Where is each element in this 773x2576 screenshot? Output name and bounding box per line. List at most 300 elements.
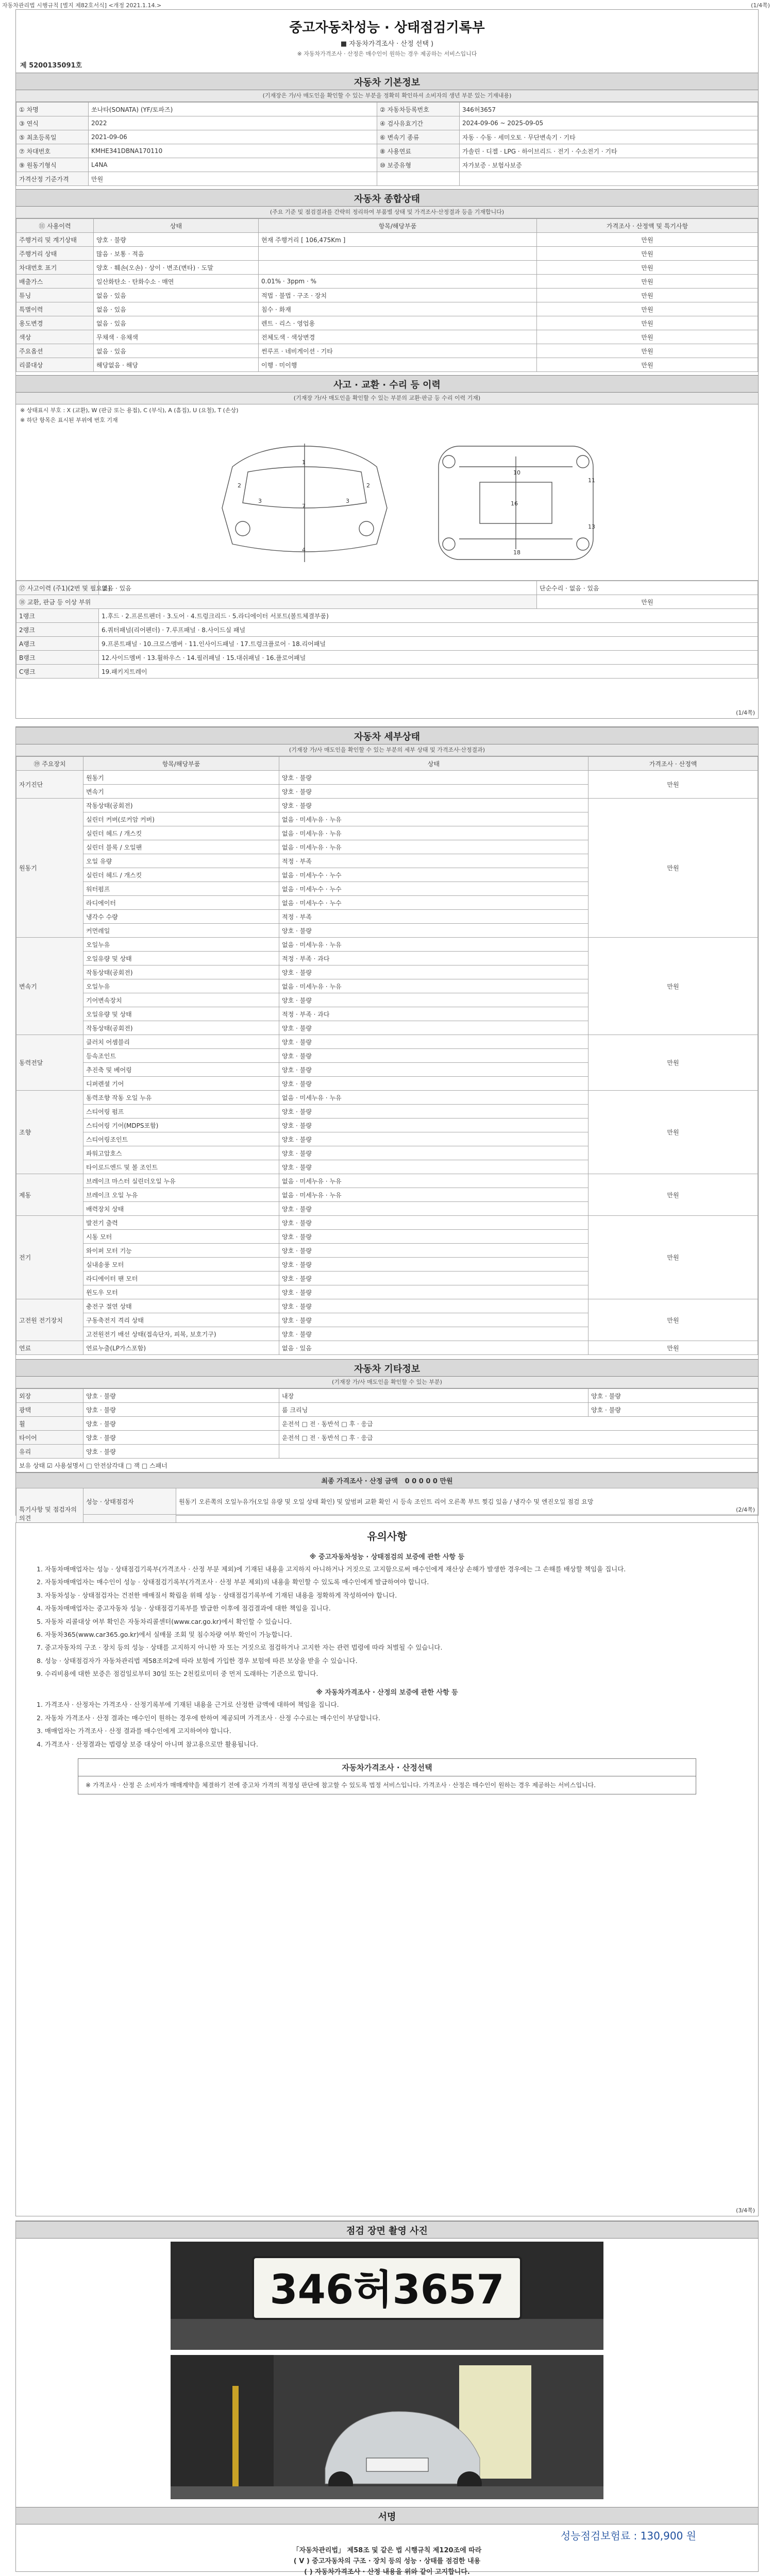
table-row xyxy=(16,316,758,330)
detail-part: 시동 모터 xyxy=(83,1230,279,1244)
table-row xyxy=(16,1403,758,1417)
other-state: 양호 · 불량 xyxy=(589,1403,758,1417)
detail-part: 타이로드엔드 및 볼 조인트 xyxy=(83,1160,279,1174)
detail-part: 스티어링 펌프 xyxy=(83,1105,279,1118)
detail-part: 원동기 xyxy=(83,771,279,785)
basic-key: 가격산정 기준가격 xyxy=(16,172,89,186)
part-number: 16 xyxy=(511,500,518,507)
detail-price: 만원 xyxy=(589,1299,758,1341)
detail-price: 만원 xyxy=(589,771,758,799)
accident-section-title: 사고 · 교환 · 수리 등 이력 xyxy=(16,375,758,393)
detail-part: 추진축 및 베어링 xyxy=(83,1063,279,1077)
notice-item: 7. 중고자동차의 구조 · 장치 등의 성능 · 상태를 고지하지 아니한 자 또는 거짓으로 점검하거나 고지한 자는 관련 법령에 따라 처벌될 수 있습니다. xyxy=(37,1643,443,1652)
doc-number: 제 5200135091호 xyxy=(20,62,82,70)
part-number: 2 xyxy=(366,482,370,489)
detail-state: 없음 · 미세누유 · 누유 xyxy=(279,1091,589,1105)
detail-state: 양호 · 불량 xyxy=(279,1132,589,1146)
overall-price: 만원 xyxy=(537,275,758,289)
overall-state: 양호 · 훼손(오손) · 상이 · 변조(변타) · 도말 xyxy=(94,261,259,275)
detail-price: 만원 xyxy=(589,1216,758,1299)
table-row xyxy=(16,1389,758,1403)
overall-detail: 적법 · 불법 · 구조 · 장치 xyxy=(259,289,537,302)
overall-section-title: 자동차 종합상태 xyxy=(16,189,758,207)
detail-state: 없음 · 미세누유 · 누유 xyxy=(279,1174,589,1188)
column-header: ⑲ 주요장치 xyxy=(16,757,83,771)
detail-part: 실린더 헤드 / 개스킷 xyxy=(83,868,279,882)
table-row xyxy=(16,144,758,158)
detail-group: 원동기 xyxy=(16,799,83,938)
basic-key: ② 자동차등록번호 xyxy=(377,103,460,116)
detail-price: 만원 xyxy=(589,1174,758,1216)
other-state: 양호 · 불량 xyxy=(83,1431,279,1445)
detail-state: 양호 · 불량 xyxy=(279,993,589,1007)
price-select-box xyxy=(78,1758,696,1794)
notice-list-1 xyxy=(16,1564,758,1679)
vin: KMHE341DBNA170110 xyxy=(89,144,377,158)
column-header: ⑪ 사용이력 xyxy=(16,219,94,233)
overall-price: 만원 xyxy=(537,330,758,344)
detail-state: 양호 · 불량 xyxy=(279,1258,589,1272)
detail-price: 만원 xyxy=(589,799,758,938)
basic-items: 보유 상태 ☑ 사용설명서 □ 안전삼각대 □ 잭 □ 스패너 xyxy=(16,1459,758,1472)
accident-legend: ※ 상태표시 부호 : X (교환), W (판금 또는 용접), C (부식), A (흠집), U (요철), T (손상) xyxy=(20,407,239,414)
sign-statements xyxy=(16,2546,758,2576)
table-row xyxy=(16,172,758,186)
doc-check-label: ■ 자동차가격조사 · 산정 선택 ) xyxy=(340,40,434,48)
table-row xyxy=(16,130,758,144)
detail-price: 만원 xyxy=(589,1035,758,1091)
table-row xyxy=(16,1417,758,1431)
basic-key: ⑤ 최초등록일 xyxy=(16,130,89,144)
part-number: 4 xyxy=(302,547,306,553)
basic-section-sub: (기재장은 가/사 매도인을 확인할 수 있는 부분을 정확히 확인하셔 소비자의 생년 부분 있는 기재내용) xyxy=(16,90,758,102)
other-state: 양호 · 불량 xyxy=(83,1445,279,1459)
rank-label: 2랭크 xyxy=(16,623,99,637)
other-key: 내장 xyxy=(279,1389,589,1403)
part-number: 13 xyxy=(588,523,595,530)
table-row xyxy=(16,275,758,289)
detail-state: 없음 · 미세누수 · 누수 xyxy=(279,868,589,882)
detail-state: 없음 · 미세누유 · 누유 xyxy=(279,1188,589,1202)
overall-item: 특별이력 xyxy=(16,302,94,316)
page-four xyxy=(15,2221,759,2576)
warranty-type: 자가보증 · 보험사보증 xyxy=(460,158,758,172)
part-number: 10 xyxy=(513,469,520,476)
first-registration: 2021-09-06 xyxy=(89,130,377,144)
detail-state: 양호 · 불량 xyxy=(279,1216,589,1230)
detail-group: 자기진단 xyxy=(16,771,83,799)
detail-state: 없음 · 미세누유 · 누유 xyxy=(279,826,589,840)
plate-number: 346허3657 xyxy=(460,103,758,116)
table-row xyxy=(16,1431,758,1445)
table-row xyxy=(16,103,758,116)
rank-label: B랭크 xyxy=(16,651,99,665)
detail-group: 전기 xyxy=(16,1216,83,1299)
detail-part: 와이퍼 모터 기능 xyxy=(83,1244,279,1258)
page-indicator: (2/4쪽) xyxy=(736,1506,755,1513)
accident-note: ※ 하단 항목은 표시된 부위에 번호 기재 xyxy=(20,417,118,423)
other-state: 양호 · 불량 xyxy=(83,1389,279,1403)
detail-part: 작동상태(공회전) xyxy=(83,965,279,979)
overall-item: 주행거리 상태 xyxy=(16,247,94,261)
overall-state: 없음 · 있음 xyxy=(94,302,259,316)
basic-key: ④ 검사유효기간 xyxy=(377,116,460,130)
page-one xyxy=(15,9,759,719)
detail-state: 양호 · 불량 xyxy=(279,1202,589,1216)
detail-state: 양호 · 불량 xyxy=(279,1049,589,1063)
detail-part: 클러치 어셈블리 xyxy=(83,1035,279,1049)
inspector-opinion: 원동기 오른쪽의 오일누유가(오일 유량 및 오일 상태 확인) 및 앞범퍼 교환 확인 시 등속 조인트 리어 오른쪽 부트 찢김 있음 / 냉각수 및 엔진오일 점검 요망 xyxy=(176,1488,758,1515)
detail-part: 라디에이터 xyxy=(83,896,279,910)
detail-state: 없음 · 미세누유 · 누유 xyxy=(279,938,589,952)
detail-state: 양호 · 불량 xyxy=(279,785,589,799)
detail-section-title: 자동차 세부상태 xyxy=(16,727,758,744)
overall-detail: 침수 · 화재 xyxy=(259,302,537,316)
rank-items: 9.프론트패널 · 10.크로스멤버 · 11.인사이드패널 · 17.트렁크플로어 · 18.리어패널 xyxy=(99,637,758,651)
basic-section-title: 자동차 기본정보 xyxy=(16,73,758,90)
notice-title: 유의사항 xyxy=(367,1530,407,1543)
other-table xyxy=(16,1388,758,1472)
other-key: 타이어 xyxy=(16,1431,83,1445)
detail-state: 양호 · 불량 xyxy=(279,771,589,785)
basic-key: ⑧ 사용연료 xyxy=(377,144,460,158)
accident-table xyxy=(16,581,758,679)
part-number: 2 xyxy=(238,482,241,489)
overall-item: 주행거리 및 계기상태 xyxy=(16,233,94,247)
table-row xyxy=(16,581,758,595)
detail-state: 양호 · 불량 xyxy=(279,1063,589,1077)
detail-part: 구동축전지 격리 상태 xyxy=(83,1313,279,1327)
table-row xyxy=(16,1445,758,1459)
table-row xyxy=(16,1174,758,1188)
detail-state: 없음 · 미세누수 · 누수 xyxy=(279,896,589,910)
insurance-fee: 성능점검보험료 : 130,900 원 xyxy=(560,2530,696,2542)
detail-state: 없음 · 미세누유 · 누유 xyxy=(279,812,589,826)
accident-simple-repair: 단순수리 · 없음 · 있음 xyxy=(537,581,758,595)
part-number: 18 xyxy=(513,549,520,556)
other-key: 휠 xyxy=(16,1417,83,1431)
overall-price: 만원 xyxy=(537,358,758,372)
detail-state: 적정 · 부족 · 과다 xyxy=(279,952,589,965)
detail-price: 만원 xyxy=(589,1341,758,1355)
detail-part: 작동상태(공회전) xyxy=(83,1021,279,1035)
notice-item: 4. 가격조사 · 산정결과는 법령상 보증 대상이 아니며 참고용으로만 활용됩니다. xyxy=(37,1740,258,1748)
overall-detail xyxy=(259,261,537,275)
notice-heading-1: ※ 중고자동차성능 · 상태점검의 보증에 관한 사항 등 xyxy=(309,1553,465,1561)
detail-state: 없음 · 있음 xyxy=(279,1341,589,1355)
detail-part: 오일누유 xyxy=(83,938,279,952)
detail-state: 양호 · 불량 xyxy=(279,1021,589,1035)
table-row xyxy=(16,938,758,952)
final-price-amount: 0 0 0 0 0 만원 xyxy=(405,1478,453,1485)
detail-part: 고전원전기 배선 상태(접속단자, 피복, 보호기구) xyxy=(83,1327,279,1341)
accident-section-sub: (기재장 가/사 매도인을 확인할 수 있는 부분의 교환·판금 등 수리 이력 기재) xyxy=(16,393,758,404)
table-row xyxy=(16,771,758,785)
inspection-validity: 2024-09-06 ~ 2025-09-05 xyxy=(460,116,758,130)
table-row xyxy=(16,358,758,372)
overall-state: 일산화탄소 · 탄화수소 · 매연 xyxy=(94,275,259,289)
detail-state: 양호 · 불량 xyxy=(279,1118,589,1132)
detail-section-sub: (기재장 가/사 매도인을 확인할 수 있는 부분의 세부 상태 및 가격조사·산정결과) xyxy=(16,744,758,756)
accident-price: 만원 xyxy=(537,595,758,609)
detail-part: 실내송풍 모터 xyxy=(83,1258,279,1272)
detail-part: 윈도우 모터 xyxy=(83,1285,279,1299)
table-header-row xyxy=(16,757,758,771)
engine-type: L4NA xyxy=(89,158,377,172)
rear-photo xyxy=(171,2355,603,2499)
car-diagram-svg xyxy=(16,426,758,580)
detail-part: 연료누출(LP가스포함) xyxy=(83,1341,279,1355)
notice-item: 1. 가격조사 · 산정자는 가격조사 · 산정기록부에 기재된 내용을 근거로 산정한 금액에 대하여 책임을 집니다. xyxy=(37,1701,339,1709)
final-price-title: 최종 가격조사 · 산정 금액 xyxy=(321,1478,398,1485)
basic-key: ⑨ 원동기형식 xyxy=(16,158,89,172)
detail-state: 양호 · 불량 xyxy=(279,1285,589,1299)
overall-section-sub: (주요 기준 및 점검결과를 간략히 정리하여 부품별 상태 및 가격조사·산정결과 등을 기재합니다) xyxy=(16,207,758,218)
rank-items: 1.후드 · 2.프론트펜더 · 3.도어 · 4.트렁크리드 · 5.라디에이터 서포트(볼트체결부품) xyxy=(99,609,758,623)
detail-price: 만원 xyxy=(589,938,758,1035)
sign-line-2: ( V ) 중고자동차의 구조 · 장치 등의 성능 · 상태를 점검한 내용 xyxy=(293,2557,481,2565)
detail-part: 발전기 출력 xyxy=(83,1216,279,1230)
page-indicator: (1/4쪽) xyxy=(751,2,770,9)
overall-state: 많음 · 보통 · 적음 xyxy=(94,247,259,261)
detail-part: 오일누유 xyxy=(83,979,279,993)
rank-label: 1랭크 xyxy=(16,609,99,623)
table-row xyxy=(16,799,758,812)
notice-item: 3. 자동차성능 · 상태점검자는 건전한 매매질서 확립을 위해 성능 · 상태점검기록부에 기재된 내용을 정확하게 작성하여야 합니다. xyxy=(37,1591,397,1599)
detail-part: 브레이크 마스터 실린더오일 누유 xyxy=(83,1174,279,1188)
table-row xyxy=(16,637,758,651)
detail-part: 실린더 블록 / 오일팬 xyxy=(83,840,279,854)
table-row xyxy=(16,289,758,302)
detail-part: 변속기 xyxy=(83,785,279,799)
detail-state: 양호 · 불량 xyxy=(279,1035,589,1049)
model-year: 2022 xyxy=(89,116,377,130)
table-row xyxy=(16,651,758,665)
part-number: 3 xyxy=(346,498,349,504)
form-reference: 자동차관리법 시행규칙 [별지 제82호서식] <개정 2021.1.14.> xyxy=(2,2,162,9)
final-price-row xyxy=(16,1472,758,1488)
part-number: 3 xyxy=(258,498,262,504)
price-select-text: ※ 가격조사 · 산정 은 소비자가 매매계약을 체결하기 전에 중고차 가격의 적정성 판단에 참고할 수 있도록 법정 서비스입니다. 가격조사 · 산정은 매수인이 원하는 경우 제공하는 서비스입니다. xyxy=(86,1781,596,1789)
part-number: 1 xyxy=(302,459,306,466)
detail-state: 양호 · 불량 xyxy=(279,1313,589,1327)
basic-key: ⑥ 변속기 종류 xyxy=(377,130,460,144)
other-state: 양호 · 불량 xyxy=(589,1389,758,1403)
overall-detail xyxy=(259,247,537,261)
basic-key: ① 차명 xyxy=(16,103,89,116)
detail-part: 오일유량 및 상태 xyxy=(83,952,279,965)
detail-state: 없음 · 미세누수 · 누수 xyxy=(279,882,589,896)
detail-part: 등속조인트 xyxy=(83,1049,279,1063)
detail-table xyxy=(16,756,758,1355)
transmission-type: 자동 · 수동 · 세미오토 · 무단변속기 · 기타 xyxy=(460,130,758,144)
exchange-label: ⑱ 교환, 판금 등 이상 부위 xyxy=(16,595,537,609)
special-label: 특기사항 및 점검자의 의견 xyxy=(16,1488,83,1539)
detail-part: 배력장치 상태 xyxy=(83,1202,279,1216)
detail-state: 적정 · 부족 xyxy=(279,854,589,868)
detail-part: 냉각수 수량 xyxy=(83,910,279,924)
page-three xyxy=(15,1522,759,2216)
sign-line-1: 「자동차관리법」 제58조 및 같은 법 시행규칙 제120조에 따라 xyxy=(292,2547,482,2554)
overall-price: 만원 xyxy=(537,316,758,330)
doc-title: 중고자동차성능 · 상태점검기록부 xyxy=(289,20,485,36)
other-detail: 운전석 □ 전 · 동반석 □ 후 · 응급 xyxy=(279,1417,758,1431)
detail-state: 양호 · 불량 xyxy=(279,1105,589,1118)
overall-table xyxy=(16,218,758,372)
price-select-title: 자동차가격조사 · 산정선택 xyxy=(78,1759,696,1776)
notice-item: 1. 자동차매매업자는 성능 · 상태점검기록부(가격조사 · 산정 부분 제외)에 기재된 내용을 고지하지 아니하거나 거짓으로 고지함으로써 매수인에게 재산상 손해가 발생한 경우에는 그 손해를 배상할 책임을 집니다. xyxy=(37,1565,626,1573)
fuel-type: 가솔린 · 디젤 · LPG · 하이브리드 · 전기 · 수소전기 · 기타 xyxy=(460,144,758,158)
detail-state: 양호 · 불량 xyxy=(279,799,589,812)
table-row xyxy=(16,1091,758,1105)
overall-price: 만원 xyxy=(537,261,758,275)
inspector-label: 성능 · 상태점검자 xyxy=(83,1488,176,1515)
table-row xyxy=(16,247,758,261)
detail-part: 기어변속장치 xyxy=(83,993,279,1007)
detail-part: 동력조향 작동 오일 누유 xyxy=(83,1091,279,1105)
overall-state: 없음 · 있음 xyxy=(94,289,259,302)
overall-price: 만원 xyxy=(537,247,758,261)
overall-item: 색상 xyxy=(16,330,94,344)
other-state: 양호 · 불량 xyxy=(83,1403,279,1417)
overall-state: 없음 · 있음 xyxy=(94,344,259,358)
table-row xyxy=(16,595,758,609)
notice-list-2 xyxy=(16,1700,758,1749)
overall-item: 차대번호 표기 xyxy=(16,261,94,275)
notice-item: 6. 자동차365(www.car365.go.kr)에서 실매물 조회 및 침수차량 여부 확인이 가능합니다. xyxy=(37,1630,292,1638)
detail-part: 스티어링 기어(MDPS포함) xyxy=(83,1118,279,1132)
table-row xyxy=(16,158,758,172)
rank-label: C랭크 xyxy=(16,665,99,679)
table-row xyxy=(16,261,758,275)
basic-key: ③ 연식 xyxy=(16,116,89,130)
detail-part: 워터펌프 xyxy=(83,882,279,896)
detail-state: 없음 · 미세누유 · 누유 xyxy=(279,979,589,993)
front-photo-svg xyxy=(171,2242,603,2350)
table-row xyxy=(16,302,758,316)
detail-state: 양호 · 불량 xyxy=(279,924,589,938)
notice-item: 5. 자동차 리콜대상 여부 확인은 자동차리콜센터(www.car.go.kr)에서 확인할 수 있습니다. xyxy=(37,1617,292,1625)
column-header: 상태 xyxy=(94,219,259,233)
detail-state: 양호 · 불량 xyxy=(279,1299,589,1313)
overall-state: 없음 · 있음 xyxy=(94,316,259,330)
overall-item: 용도변경 xyxy=(16,316,94,330)
basic-key xyxy=(377,172,460,186)
detail-state: 양호 · 불량 xyxy=(279,1244,589,1258)
detail-part: 파워고압호스 xyxy=(83,1146,279,1160)
other-detail xyxy=(279,1445,758,1459)
overall-price: 만원 xyxy=(537,289,758,302)
detail-group: 동력전달 xyxy=(16,1035,83,1091)
detail-group: 조향 xyxy=(16,1091,83,1174)
detail-state: 양호 · 불량 xyxy=(279,1272,589,1285)
overall-price: 만원 xyxy=(537,302,758,316)
other-key: 유리 xyxy=(16,1445,83,1459)
notice-heading-2: ※ 자동차가격조사 · 산정의 보증에 관한 사항 등 xyxy=(316,1689,458,1697)
page-two xyxy=(15,726,759,1522)
detail-part: 충전구 절연 상태 xyxy=(83,1299,279,1313)
vehicle-name: 쏘나타(SONATA) (YF/토파즈) xyxy=(89,103,377,116)
overall-price: 만원 xyxy=(537,344,758,358)
table-row xyxy=(16,1341,758,1355)
table-row xyxy=(16,1299,758,1313)
detail-price: 만원 xyxy=(589,1091,758,1174)
table-row xyxy=(16,609,758,623)
page-indicator: (1/4쪽) xyxy=(736,709,755,716)
detail-state: 양호 · 불량 xyxy=(279,1327,589,1341)
overall-item: 리콜대상 xyxy=(16,358,94,372)
other-key: 외장 xyxy=(16,1389,83,1403)
other-section-title: 자동차 기타정보 xyxy=(16,1359,758,1377)
car-diagram xyxy=(16,426,758,581)
detail-part: 커먼레일 xyxy=(83,924,279,938)
doc-header xyxy=(16,10,758,59)
detail-part: 오일유량 및 상태 xyxy=(83,1007,279,1021)
rank-items: 19.패키지트레이 xyxy=(99,665,758,679)
overall-detail: 0.01% · 3ppm · % xyxy=(259,275,537,289)
accident-history-value: 없음 · 있음 xyxy=(99,581,537,595)
page-indicator: (3/4쪽) xyxy=(736,2207,755,2214)
overall-detail: 이행 · 미이행 xyxy=(259,358,537,372)
other-state: 양호 · 불량 xyxy=(83,1417,279,1431)
detail-state: 양호 · 불량 xyxy=(279,1160,589,1174)
rank-label: A랭크 xyxy=(16,637,99,651)
overall-state: 양호 · 불량 xyxy=(94,233,259,247)
detail-state: 양호 · 불량 xyxy=(279,965,589,979)
overall-detail: 썬루프 · 네비게이션 · 기타 xyxy=(259,344,537,358)
other-detail: 운전석 □ 전 · 동반석 □ 후 · 응급 xyxy=(279,1431,758,1445)
notice-item: 3. 매매업자는 가격조사 · 산정 결과를 매수인에게 고지하여야 합니다. xyxy=(37,1727,231,1735)
detail-group: 제동 xyxy=(16,1174,83,1216)
column-header: 항목/해당부품 xyxy=(83,757,279,771)
form-header xyxy=(0,0,773,8)
detail-group: 고전원 전기장치 xyxy=(16,1299,83,1341)
basic-key: ⑦ 차대번호 xyxy=(16,144,89,158)
overall-state: 무채색 · 유채색 xyxy=(94,330,259,344)
overall-detail: 렌트 · 리스 · 영업용 xyxy=(259,316,537,330)
detail-state: 없음 · 미세누유 · 누유 xyxy=(279,840,589,854)
sign-line-3: ( ) 자동차가격조사 · 산정 내용을 위와 같이 고지합니다. xyxy=(304,2568,470,2576)
other-key: 룸 크리닝 xyxy=(279,1403,589,1417)
detail-part: 라디에이터 팬 모터 xyxy=(83,1272,279,1285)
front-photo xyxy=(171,2242,603,2350)
detail-state: 양호 · 불량 xyxy=(279,1077,589,1091)
base-price: 만원 xyxy=(89,172,377,186)
detail-group: 연료 xyxy=(16,1341,83,1355)
detail-part: 오일 유량 xyxy=(83,854,279,868)
rank-items: 6.쿼터패널(리어펜더) · 7.루프패널 · 8.사이드실 패널 xyxy=(99,623,758,637)
detail-part: 브레이크 오일 누유 xyxy=(83,1188,279,1202)
table-row xyxy=(16,1035,758,1049)
part-number: 11 xyxy=(588,477,595,484)
table-row xyxy=(16,233,758,247)
table-row xyxy=(16,1216,758,1230)
table-row xyxy=(16,1488,758,1515)
sign-title: 서명 xyxy=(16,2507,758,2524)
overall-detail: 전체도색 · 색상변경 xyxy=(259,330,537,344)
overall-detail: 현재 주행거리 [ 106,475Km ] xyxy=(259,233,537,247)
table-row xyxy=(16,344,758,358)
table-row xyxy=(16,330,758,344)
basic-value xyxy=(460,172,758,186)
notice-item: 8. 성능 · 상태점검자가 자동차관리법 제58조의2에 따라 보험에 가입한 경우 보험에 따른 보상을 받을 수 있습니다. xyxy=(37,1656,358,1665)
notice-item: 9. 수리비용에 대한 보증은 점검일로부터 30일 또는 2천킬로미터 중 먼저 도래하는 기준으로 합니다. xyxy=(37,1670,318,1677)
overall-item: 튜닝 xyxy=(16,289,94,302)
table-row xyxy=(16,623,758,637)
detail-part: 디퍼렌셜 기어 xyxy=(83,1077,279,1091)
detail-part: 실린더 커버(로커암 커버) xyxy=(83,812,279,826)
detail-part: 스티어링조인트 xyxy=(83,1132,279,1146)
